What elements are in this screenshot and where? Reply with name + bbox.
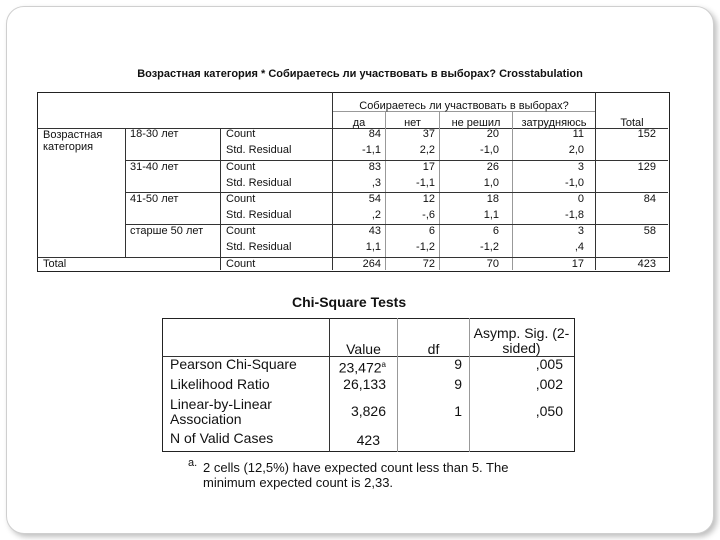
resid-label: Std. Residual [226, 177, 292, 189]
count-label: Count [226, 225, 256, 237]
cell-count: 54 [368, 193, 381, 205]
chi-header-df: df [427, 341, 440, 357]
cell-resid: -1,0 [565, 177, 584, 189]
label-sep-2 [220, 128, 221, 270]
group-label: старше 50 лет [130, 225, 204, 237]
cell-resid: 2,2 [419, 144, 435, 156]
cell-resid: -1,2 [480, 241, 499, 253]
cell-resid: ,4 [574, 241, 584, 253]
col-header-net: нет [404, 117, 421, 129]
cell-total-row: 264 [362, 258, 381, 270]
cell-total: 129 [637, 161, 656, 173]
cell-count: 20 [486, 128, 499, 140]
cell-count: 12 [422, 193, 435, 205]
chi-row-label: Linear-by-Linear Association [170, 396, 272, 427]
chi-square-table [162, 318, 575, 452]
chi-row-sig: ,005 [535, 356, 563, 372]
cell-total: 58 [643, 225, 656, 237]
cell-resid: -1,2 [416, 241, 435, 253]
cell-count: 3 [577, 225, 584, 237]
cell-total-row: 70 [486, 258, 499, 270]
count-label: Count [226, 193, 256, 205]
cell-resid: 1,1 [365, 241, 381, 253]
cell-resid: -1,8 [565, 209, 584, 221]
cell-total: 84 [643, 193, 656, 205]
chi-header-value: Value [346, 341, 381, 357]
col-group-header: Собираетесь ли участвовать в выборах? [359, 100, 569, 112]
cell-resid: 1,1 [483, 209, 499, 221]
group-label: 31-40 лет [130, 161, 179, 173]
cell-resid: ,2 [371, 209, 381, 221]
chi-square-title: Chi-Square Tests [292, 294, 407, 310]
cell-count: 17 [422, 161, 435, 173]
cell-count: 11 [572, 128, 584, 140]
cell-total: 152 [637, 128, 656, 140]
chi-header-sig: Asymp. Sig. (2-sided) [473, 325, 570, 356]
cell-count: 0 [577, 193, 584, 205]
crosstab-table [37, 92, 670, 272]
group-label: 18-30 лет [130, 128, 179, 140]
group-label: 41-50 лет [130, 193, 179, 205]
footnote-sup: a [381, 360, 386, 369]
col-header-total: Total [620, 117, 644, 129]
cell-resid: 2,0 [568, 144, 584, 156]
chi-row-sig: ,002 [535, 376, 563, 392]
resid-label: Std. Residual [226, 241, 292, 253]
cell-count: 43 [368, 225, 381, 237]
cell-count: 18 [486, 193, 499, 205]
col-header-zatrudnyayus: затрудняюсь [521, 117, 587, 129]
chi-row-df: 1 [454, 403, 462, 419]
chi-row-value: 3,826 [350, 403, 386, 419]
chi-row-value: 423 [356, 432, 380, 448]
chi-row-label: Pearson Chi-Square [170, 356, 297, 372]
footnote-marker: a. [188, 457, 198, 469]
chi-row-value: 23,472$^a$ [338, 359, 386, 376]
chi-row-value: 26,133 [343, 376, 386, 392]
crosstab-title: Возрастная категория * Собираетесь ли участвовать в выборах? Crosstabulation [137, 68, 583, 80]
cell-count: 6 [492, 225, 499, 237]
chi-row-df: 9 [454, 356, 462, 372]
cell-resid: -1,0 [480, 144, 499, 156]
cell-count: 83 [368, 161, 381, 173]
cell-count: 3 [577, 161, 584, 173]
chi-row-label: Likelihood Ratio [170, 376, 270, 392]
cell-count: 6 [428, 225, 435, 237]
cell-grand-total: 423 [637, 258, 656, 270]
count-label: Count [226, 128, 256, 140]
cell-count: 84 [368, 128, 381, 140]
cell-resid: ,3 [371, 177, 381, 189]
cell-total-row: 72 [422, 258, 435, 270]
cell-resid: -1,1 [416, 177, 435, 189]
total-row-stat: Count [226, 258, 256, 270]
col-header-da: да [352, 117, 366, 129]
footnote-text: 2 cells (12,5%) have expected count less than 5. The minimum expected count is 2,33. [203, 460, 509, 490]
chi-row-df: 9 [454, 376, 462, 392]
cell-resid: -,6 [422, 209, 435, 221]
total-row-label: Total [43, 258, 67, 270]
resid-label: Std. Residual [226, 209, 292, 221]
cell-count: 26 [486, 161, 499, 173]
resid-label: Std. Residual [226, 144, 292, 156]
chi-row-sig: ,050 [535, 403, 563, 419]
cell-resid: -1,1 [362, 144, 381, 156]
cell-resid: 1,0 [483, 177, 499, 189]
cell-count: 37 [422, 128, 435, 140]
col-header-ne-reshil: не решил [451, 117, 501, 129]
row-variable-label: Возрастная категория [43, 129, 103, 153]
count-label: Count [226, 161, 256, 173]
cell-total-row: 17 [571, 258, 584, 270]
chi-row-label: N of Valid Cases [170, 430, 274, 446]
